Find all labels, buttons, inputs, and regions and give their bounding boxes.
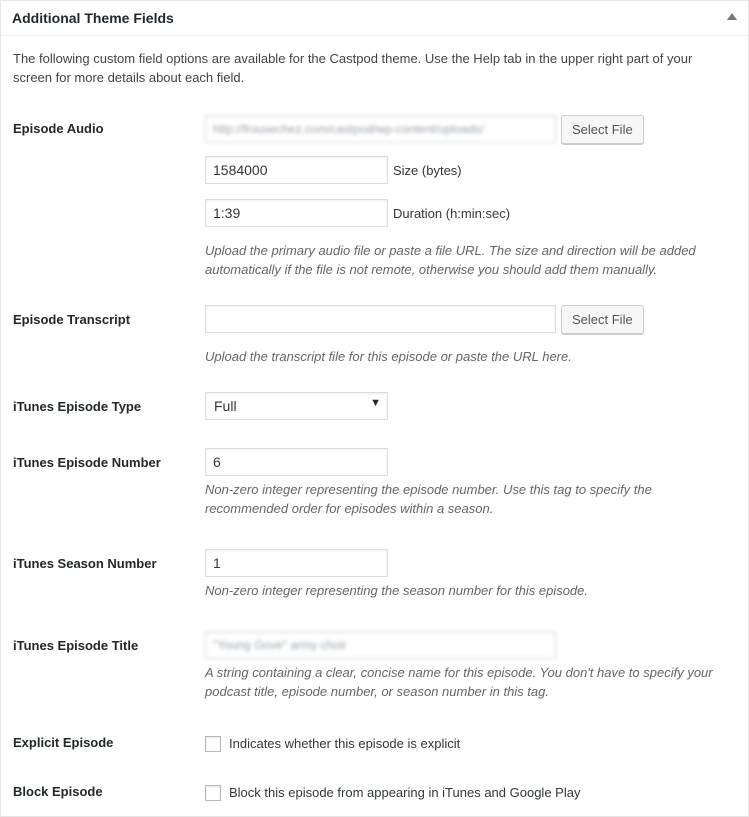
episode-audio-description: Upload the primary audio file or paste a file URL. The size and direction will be added automatically if the file is not remote, otherwise you should add them manually. xyxy=(205,243,696,277)
itunes-episode-type-selected-value: Full xyxy=(214,398,237,414)
itunes-episode-number-input[interactable] xyxy=(205,448,388,476)
metabox-header[interactable] xyxy=(1,1,748,36)
block-episode-checkbox[interactable] xyxy=(205,785,221,801)
itunes-episode-number-label: iTunes Episode Number xyxy=(13,455,161,470)
block-episode-checkbox-label[interactable]: Block this episode from appearing in iTunes and Google Play xyxy=(229,785,581,800)
explicit-episode-label: Explicit Episode xyxy=(13,735,114,750)
itunes-episode-type-label: iTunes Episode Type xyxy=(13,399,142,414)
episode-transcript-select-file-button[interactable]: Select File xyxy=(561,305,644,334)
itunes-episode-title-input[interactable] xyxy=(205,631,556,659)
episode-transcript-description: Upload the transcript file for this episode or paste the URL here. xyxy=(205,349,572,364)
itunes-episode-title-description: A string containing a clear, concise name for this episode. You don't have to specify your podcast title, episode number, or season number in this tag. xyxy=(205,665,713,699)
episode-transcript-input[interactable] xyxy=(205,305,556,333)
itunes-season-number-label: iTunes Season Number xyxy=(13,556,157,571)
episode-audio-size-input[interactable] xyxy=(205,156,388,184)
itunes-episode-type-select[interactable] xyxy=(205,392,388,420)
dropdown-arrow-icon: ▼ xyxy=(370,397,381,409)
duration-label: Duration (h:min:sec) xyxy=(393,206,511,221)
itunes-season-number-description: Non-zero integer representing the season number for this episode. xyxy=(205,583,588,598)
size-bytes-label: Size (bytes) xyxy=(393,163,462,178)
episode-audio-duration-input[interactable] xyxy=(205,199,388,227)
block-episode-label: Block Episode xyxy=(13,784,103,799)
episode-audio-url-input[interactable] xyxy=(205,115,556,143)
intro-text: The following custom field options are available for the Castpod theme. Use the Help tab in the upper right part of your screen for more details about each field. xyxy=(13,51,693,85)
collapse-toggle-icon[interactable] xyxy=(727,13,737,20)
episode-audio-label: Episode Audio xyxy=(13,121,104,136)
episode-transcript-label: Episode Transcript xyxy=(13,312,131,327)
explicit-episode-checkbox[interactable] xyxy=(205,736,221,752)
itunes-episode-title-label: iTunes Episode Title xyxy=(13,638,139,653)
itunes-episode-number-description: Non-zero integer representing the episode number. Use this tag to specify the recommended order for episodes within a season. xyxy=(205,482,652,516)
metabox-title: Additional Theme Fields xyxy=(12,10,174,26)
itunes-season-number-input[interactable] xyxy=(205,549,388,577)
explicit-episode-checkbox-label[interactable]: Indicates whether this episode is explicit xyxy=(229,736,461,751)
episode-audio-select-file-button[interactable]: Select File xyxy=(561,115,644,144)
